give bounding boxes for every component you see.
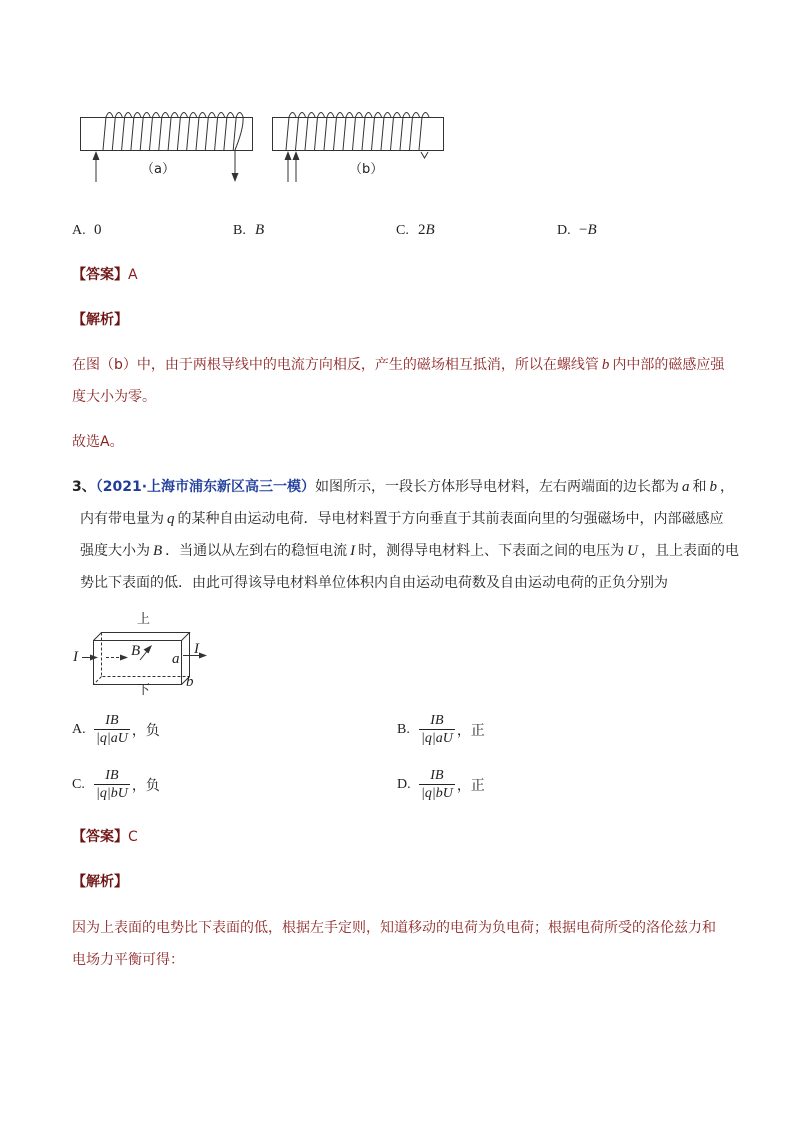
- variable-q: q: [167, 511, 175, 527]
- solenoid-b-current-arrowhead-1: [285, 151, 292, 160]
- option-sign: ，负: [131, 723, 160, 739]
- q2-analysis-heading: [72, 311, 128, 329]
- option-letter: B.: [233, 223, 246, 238]
- q2-analysis-line-2: 度大小为零。: [72, 389, 156, 405]
- label-edge-b: b: [186, 674, 194, 690]
- fraction-numerator: IB: [105, 713, 119, 728]
- variable-U: U: [627, 543, 639, 559]
- stem-text: ，: [720, 479, 735, 495]
- q3-answer: [72, 828, 138, 846]
- variable-a: a: [682, 479, 690, 495]
- option-letter: A.: [72, 223, 86, 238]
- stem-text: 强度大小为: [80, 543, 150, 559]
- solenoid-a-coils: [103, 113, 243, 151]
- option-letter: B.: [397, 722, 410, 737]
- label-field: B: [131, 643, 141, 659]
- stem-text: 如图所示，一段长方体形导电材料，左右两端面的边长都为: [315, 479, 680, 495]
- stem-text: ，且上表面的电: [641, 543, 740, 559]
- q3-stem-line-3: [80, 542, 739, 560]
- solenoid-b-wire-end: [421, 152, 428, 158]
- fraction-numerator: IB: [430, 713, 444, 728]
- solenoid-b-current-arrowhead-2: [293, 151, 300, 160]
- option-sign: ，正: [456, 723, 485, 739]
- q3-analysis-heading: [72, 873, 128, 891]
- stem-text: 和: [692, 479, 707, 495]
- stem-text: 的某种自由运动电荷．导电材料置于方向垂直于其前表面向里的匀强磁场中，内部磁感应: [177, 511, 724, 527]
- analysis-text: 内中部的磁感应强: [612, 357, 725, 373]
- option-letter: D.: [397, 777, 411, 792]
- option-value: B: [587, 222, 597, 238]
- fraction-denominator: |q|aU: [96, 731, 128, 746]
- option-value: B: [255, 222, 265, 238]
- cuboid-hidden-edge-depth: [94, 677, 102, 685]
- answer-marker: 【答案】: [72, 267, 128, 283]
- fraction-numerator: IB: [105, 768, 119, 783]
- q3-option-b: [397, 712, 485, 748]
- q2-analysis-line-1: [72, 356, 724, 374]
- solenoid-a-current-in-arrowhead: [93, 151, 100, 160]
- analysis-marker: 【解析】: [72, 312, 128, 328]
- option-letter: A.: [72, 722, 86, 737]
- option-value-prefix: −: [579, 222, 588, 238]
- solenoid-a-current-out-arrowhead: [232, 173, 239, 182]
- option-letter: C.: [396, 223, 409, 238]
- option-value: 0: [94, 222, 102, 238]
- label-current-left: I: [73, 649, 78, 665]
- q3-stem-line-1: [72, 478, 734, 496]
- stem-text: ．当通以从左到右的稳恒电流: [165, 543, 348, 559]
- fraction-denominator: |q|bU: [421, 786, 453, 801]
- option-value: B: [425, 222, 435, 238]
- label-current-right: I: [194, 641, 199, 657]
- option-sign: ，正: [456, 778, 485, 794]
- stem-text: 内有带电量为: [80, 511, 164, 527]
- option-fraction: [94, 712, 130, 748]
- q3-stem-line-2: [80, 510, 724, 528]
- answer-value: C: [128, 829, 138, 845]
- option-fraction: [419, 712, 455, 748]
- fraction-numerator: IB: [430, 768, 444, 783]
- answer-value: A: [128, 267, 138, 283]
- solenoid-figure: [0, 100, 500, 195]
- answer-marker: 【答案】: [72, 829, 128, 845]
- stem-text: 时，测得导电材料上、下表面之间的电压为: [358, 543, 625, 559]
- question-number: 3、: [72, 479, 96, 495]
- fraction-denominator: |q|bU: [96, 786, 128, 801]
- cuboid-figure: [0, 600, 260, 700]
- q3-option-a: [72, 712, 160, 748]
- q2-option-b: [233, 220, 264, 241]
- q2-answer: [72, 266, 138, 284]
- label-top-surface: 上: [137, 612, 151, 627]
- option-letter: C.: [72, 777, 85, 792]
- current-out-arrowhead: [199, 653, 207, 659]
- q3-analysis-line-1: 因为上表面的电势比下表面的低，根据左手定则，知道移动的电荷为负电荷；根据电荷所受的洛伦兹力和: [72, 920, 716, 936]
- label-bottom-surface: 下: [137, 683, 151, 698]
- figure-label-a: （a）: [141, 162, 175, 177]
- variable-B: B: [153, 543, 163, 559]
- option-value-prefix: 2: [418, 222, 426, 238]
- q3-stem-line-4: 势比下表面的低．由此可得该导电材料单位体积内自由运动电荷数及自由运动电荷的正负分别为: [80, 575, 668, 591]
- q2-option-a: [72, 220, 102, 241]
- option-letter: D.: [557, 223, 571, 238]
- option-sign: ，负: [131, 778, 160, 794]
- q2-option-c: [396, 220, 435, 241]
- variable-b: b: [709, 479, 718, 495]
- q2-option-d: [557, 220, 597, 241]
- q3-option-d: [397, 767, 485, 803]
- cuboid-top-face: [94, 633, 190, 641]
- field-arrowhead: [144, 645, 153, 654]
- question-source: （2021·上海市浦东新区高三一模）: [95, 479, 316, 495]
- variable-I: I: [350, 543, 356, 559]
- variable-b: b: [601, 357, 610, 373]
- analysis-text: 在图（b）中，由于两根导线中的电流方向相反，产生的磁场相互抵消，所以在螺线管: [72, 357, 599, 373]
- label-edge-a: a: [172, 651, 180, 667]
- figure-label-b: （b）: [349, 162, 384, 177]
- option-fraction: [94, 767, 130, 803]
- q2-conclusion: 故选A。: [72, 434, 124, 450]
- q3-analysis-line-2: 电场力平衡可得：: [72, 952, 184, 968]
- fraction-denominator: |q|aU: [421, 731, 453, 746]
- option-fraction: [419, 767, 455, 803]
- solenoid-b-coils: [286, 113, 429, 151]
- analysis-marker: 【解析】: [72, 874, 128, 890]
- current-inside-arrowhead: [120, 655, 128, 661]
- q3-option-c: [72, 767, 160, 803]
